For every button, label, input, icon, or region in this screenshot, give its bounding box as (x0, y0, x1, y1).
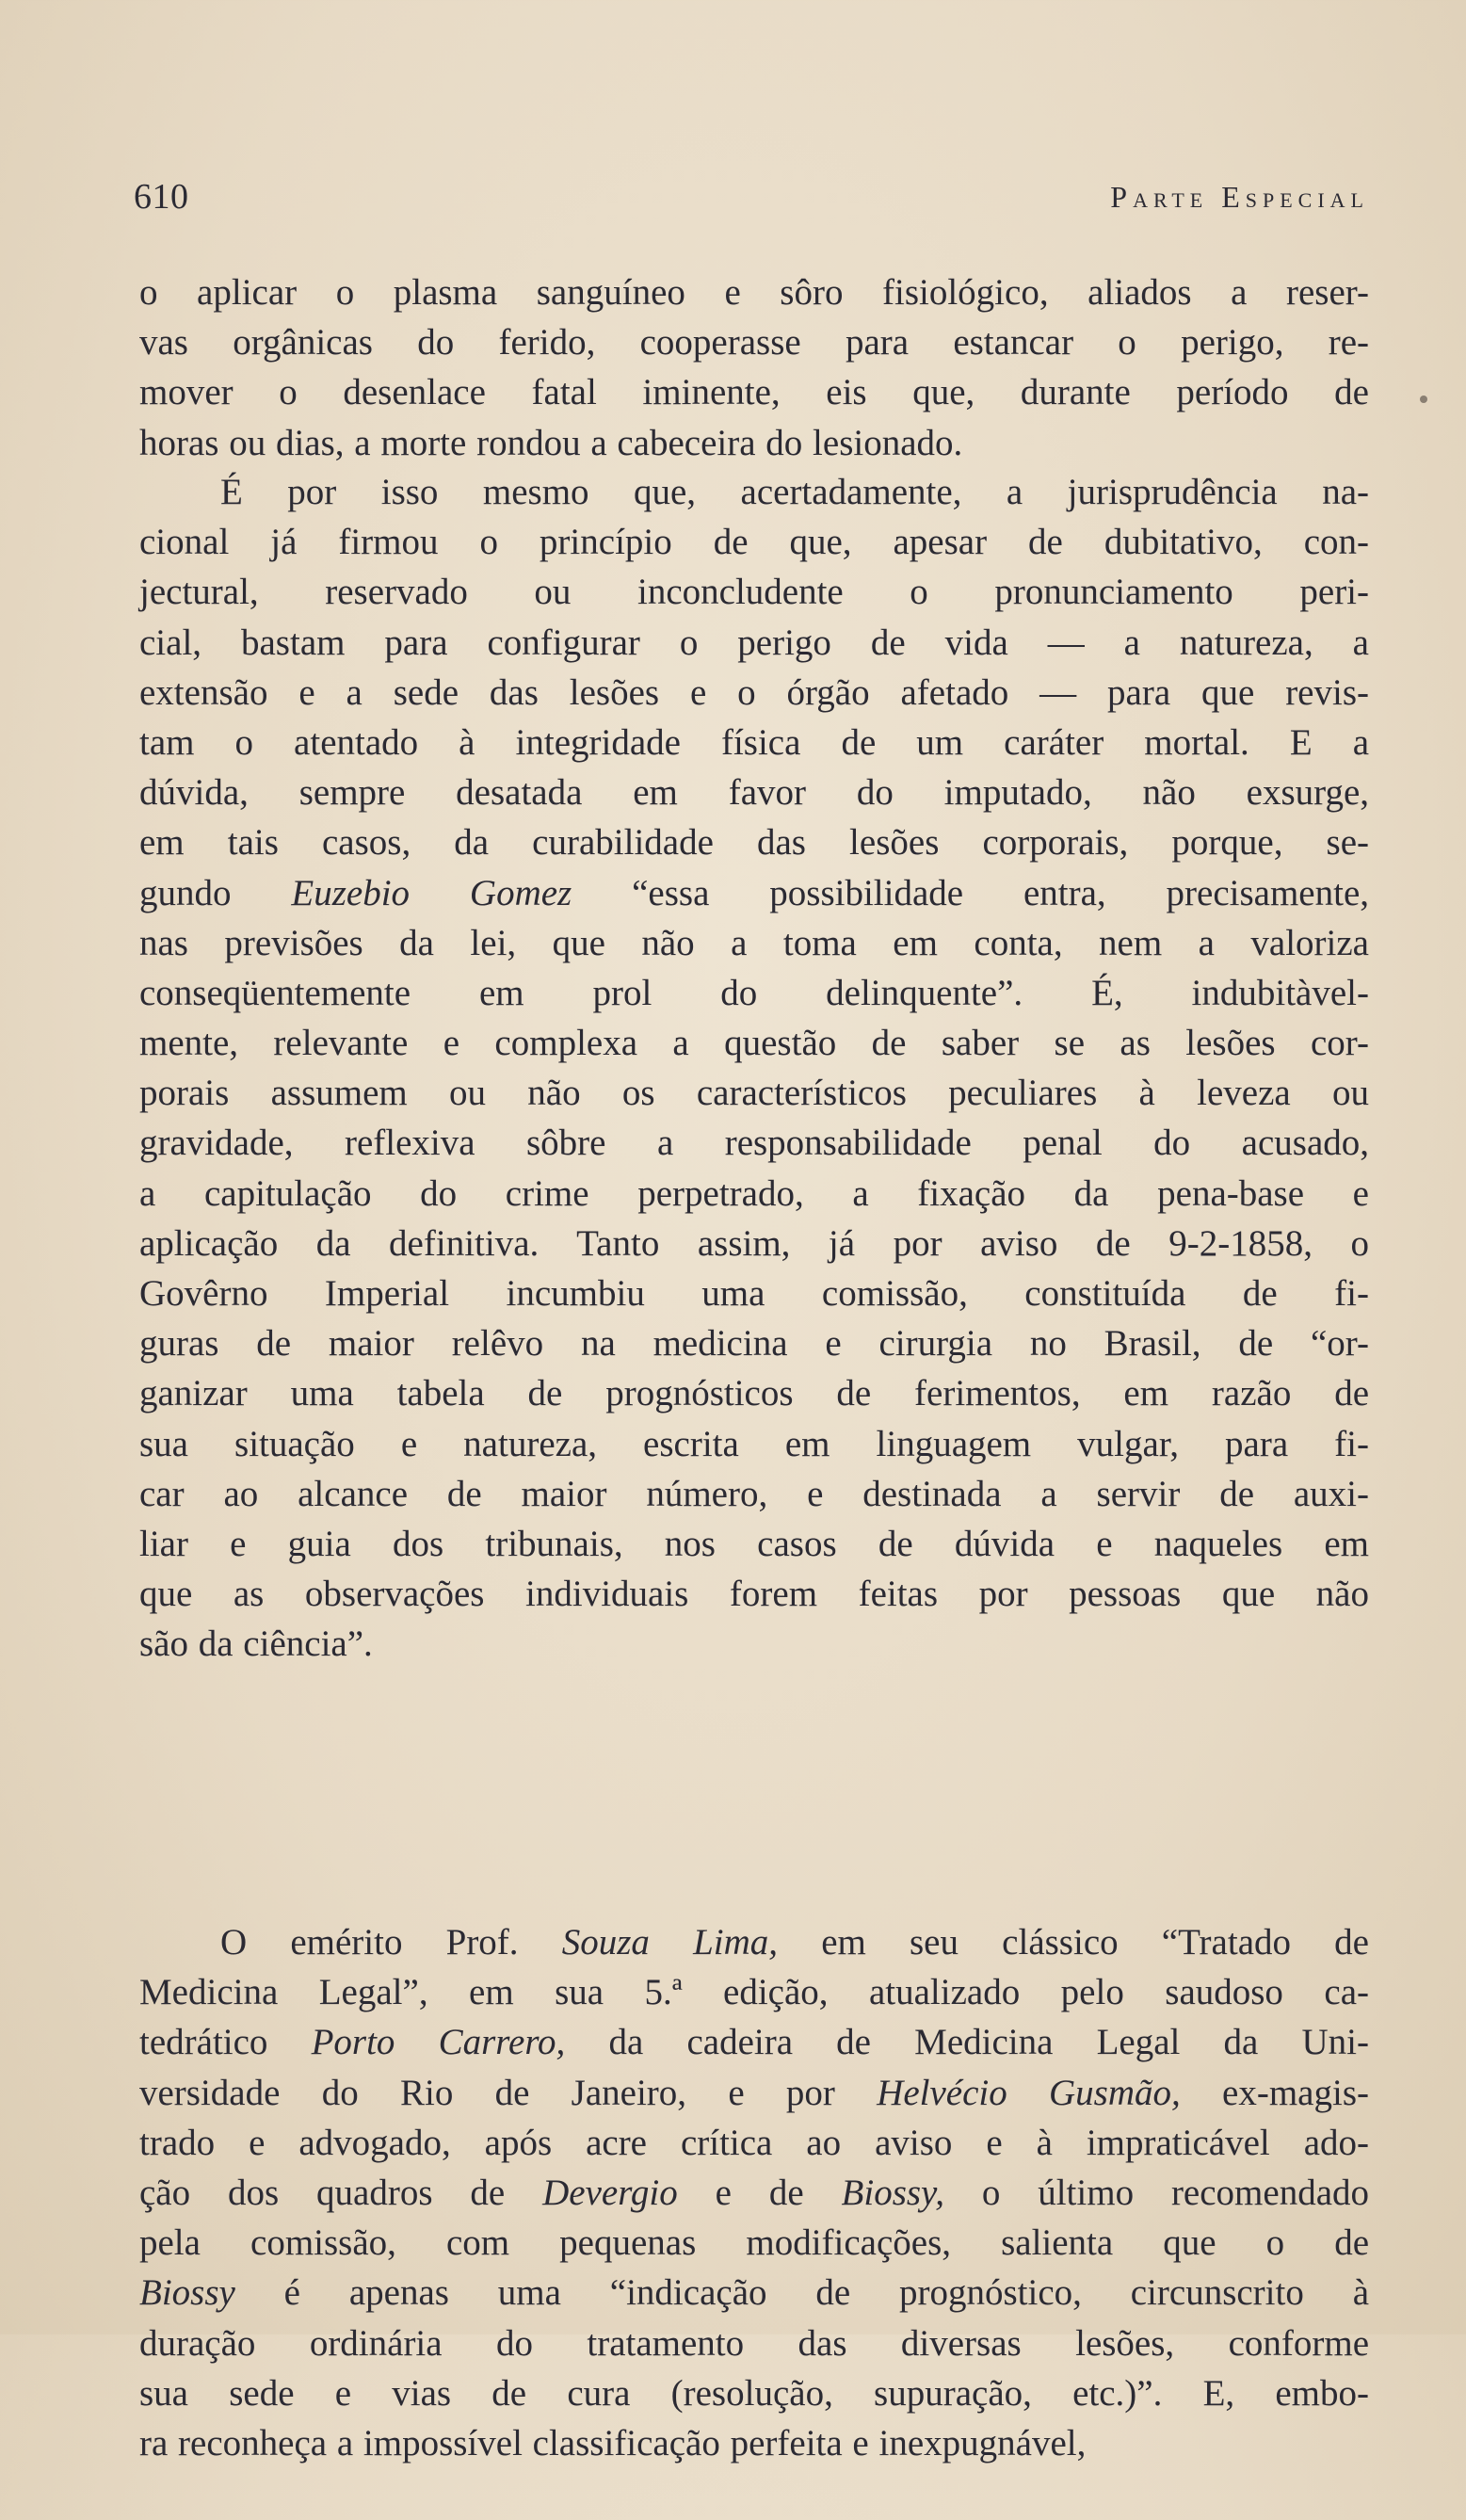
body-text (139, 267, 1369, 2520)
text-line: são da ciência”. (139, 1623, 373, 1665)
text-line: ra reconheça a impossível classificação perfeita e inexpugnável, (139, 2422, 1087, 2463)
text-line: É por isso mesmo que, acertadamente, a jurisprudência na- (220, 472, 1369, 512)
margin-ink-dot (1420, 396, 1427, 403)
text-line: em tais casos, da curabilidade das lesões corporais, porque, se- (139, 822, 1369, 864)
text-line: tedrático Porto Carrero, da cadeira de Medicina Legal da Uni- (139, 2022, 1369, 2063)
text-line: o aplicar o plasma sanguíneo e sôro fisiológico, aliados a reser- (139, 272, 1369, 313)
text-line: vas orgânicas do ferido, cooperasse para estancar o perigo, re- (139, 322, 1369, 363)
text-line: guras de maior relêvo na medicina e cirurgia no Brasil, de “or- (139, 1323, 1369, 1365)
text-line: jectural, reservado ou inconcludente o pronunciamento peri- (139, 572, 1369, 613)
text-line: nas previsões da lei, que não a toma em conta, nem a valoriza (139, 922, 1369, 963)
page-number: 610 (134, 177, 189, 217)
text-line: cional já firmou o princípio de que, apesar de dubitativo, con- (139, 522, 1369, 563)
running-head: Parte Especial (1110, 180, 1369, 214)
text-line: O emérito Prof. Souza Lima, em seu clássico “Tratado de (220, 1922, 1369, 1963)
text-line: a capitulação do crime perpetrado, a fixação da pena-base e (139, 1172, 1369, 1214)
paragraph-2 (139, 467, 1369, 1917)
text-line: extensão e a sede das lesões e o órgão afetado — para que revis- (139, 671, 1369, 713)
text-line: conseqüentemente em prol do delinquente”. É, indubitàvel- (139, 972, 1369, 1013)
page-header (134, 173, 1369, 220)
text-line: porais assumem ou não os característicos peculiares à leveza ou (139, 1073, 1369, 1114)
text-line: tam o atentado à integridade física de um caráter mortal. E a (139, 721, 1369, 763)
text-line: mente, relevante e complexa a questão de saber se as lesões cor- (139, 1023, 1369, 1064)
text-line: liar e guia dos tribunais, nos casos de dúvida e naqueles em (139, 1523, 1369, 1564)
text-line: Medicina Legal”, em sua 5.ª edição, atualizado pelo saudoso ca- (139, 1972, 1369, 2013)
text-line: Biossy é apenas uma “indicação de prognóstico, circunscrito à (139, 2272, 1369, 2314)
text-line: ganizar uma tabela de prognósticos de ferimentos, em razão de (139, 1373, 1369, 1414)
paragraph-1 (139, 267, 1369, 467)
text-line: sua sede e vias de cura (resolução, supuração, etc.)”. E, embo- (139, 2372, 1369, 2414)
paragraph-3 (139, 1917, 1369, 2520)
text-line: gravidade, reflexiva sôbre a responsabilidade penal do acusado, (139, 1123, 1369, 1164)
text-line: cial, bastam para configurar o perigo de vida — a natureza, a (139, 622, 1369, 663)
text-line: pela comissão, com pequenas modificações, salienta que o de (139, 2222, 1369, 2264)
text-line: trado e advogado, após acre crítica ao aviso e à impraticável ado- (139, 2122, 1369, 2163)
text-line: horas ou dias, a morte rondou a cabeceira do lesionado. (139, 422, 963, 463)
text-line: sua situação e natureza, escrita em linguagem vulgar, para fi- (139, 1423, 1369, 1464)
text-line: aplicação da definitiva. Tanto assim, já por aviso de 9-2-1858, o (139, 1222, 1369, 1264)
text-line: gundo Euzebio Gomez “essa possibilidade entra, precisamente, (139, 872, 1370, 913)
text-line: que as observações individuais forem feitas por pessoas que não (139, 1574, 1369, 1615)
text-line: versidade do Rio de Janeiro, e por Helvécio Gusmão, ex-magis- (139, 2072, 1369, 2113)
text-line: car ao alcance de maior número, e destinada a servir de auxi- (139, 1473, 1369, 1514)
text-line: Govêrno Imperial incumbiu uma comissão, constituída de fi- (139, 1273, 1369, 1314)
text-line: mover o desenlace fatal iminente, eis que, durante período de (139, 372, 1369, 413)
text-line: dúvida, sempre desatada em favor do imputado, não exsurge, (139, 772, 1369, 814)
text-line: ção dos quadros de Devergio e de Biossy, o último recomendado (139, 2172, 1370, 2213)
text-line: duração ordinária do tratamento das diversas lesões, conforme (139, 2322, 1369, 2364)
